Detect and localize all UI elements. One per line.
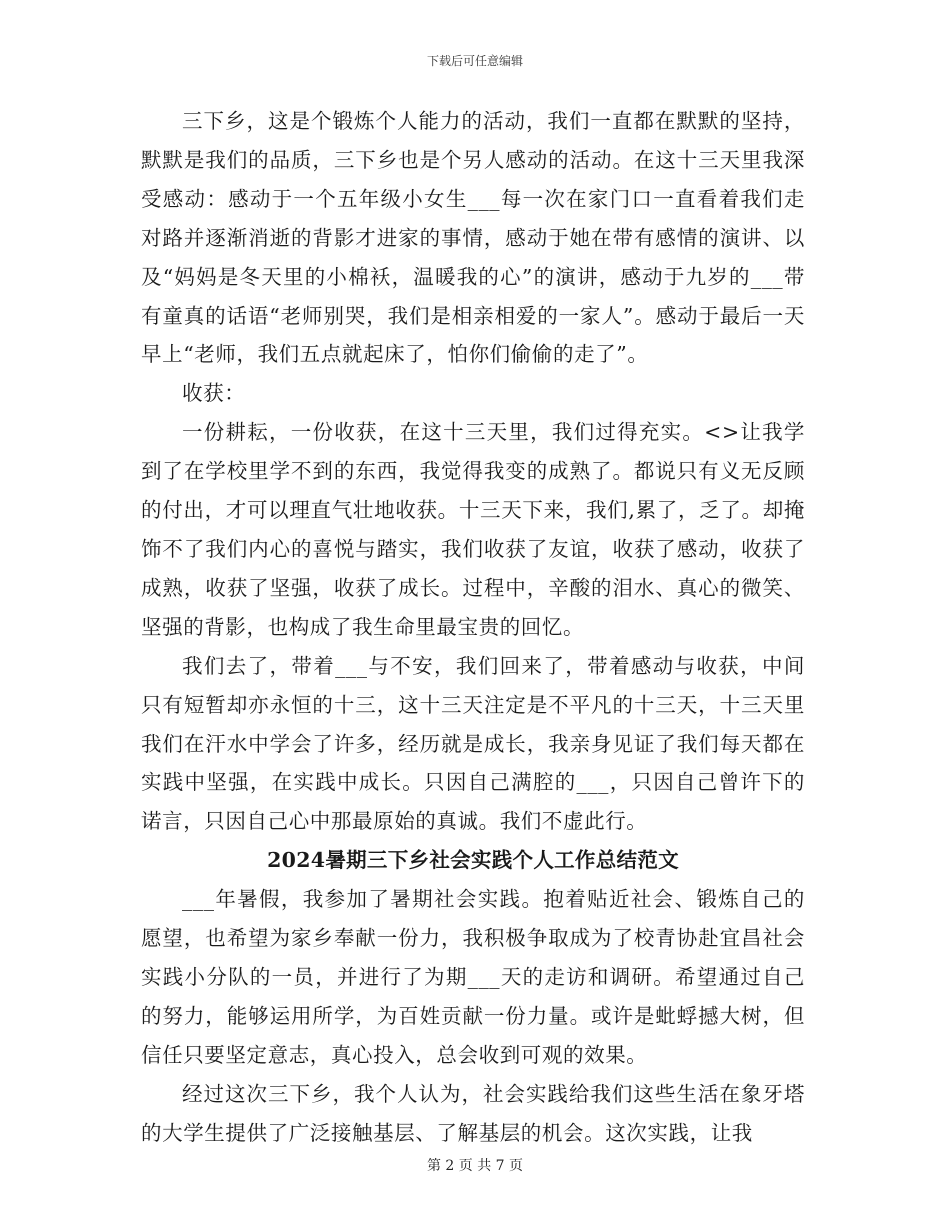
paragraph: 三下乡，这是个锻炼个人能力的活动，我们一直都在默默的坚持，默默是我们的品质，三下乡也是个另人感动的活动。在这十三天里我深受感动：感动于一个五年级小女生___每一次在家门口一直看着我们走对路并逐渐消逝的背影才进家的事情，感动于她在带有感情的演讲、以及“妈妈是冬天里的小棉袄，温暖我的心”的演讲，感动于九岁的___带有童真的话语“老师别哭，我们是相亲相爱的一家人”。感动于最后一天早上“老师，我们五点就起床了，怕你们偷偷的走了”。: [141, 109, 805, 367]
section-title: 2024暑期三下乡社会实践个人工作总结范文: [267, 848, 679, 873]
paragraph: 一份耕耘，一份收获，在这十三天里，我们过得充实。<>让我学到了在学校里学不到的东西，我觉得我变的成熟了。都说只有义无反顾的付出，才可以理直气壮地收获。十三天下来，我们,累了，乏了。却掩饰不了我们内心的喜悦与踏实，我们收获了友谊，收获了感动，收获了成熟，收获了坚强，收获了成长。过程中，辛酸的泪水、真心的微笑、坚强的背影，也构成了我生命里最宝贵的回忆。: [141, 420, 805, 639]
paragraph: 我们去了，带着___与不安，我们回来了，带着感动与收获，中间只有短暂却亦永恒的十三，这十三天注定是不平凡的十三天，十三天里我们在汗水中学会了许多，经历就是成长，我亲身见证了我们每天都在实践中坚强，在实践中成长。只因自己满腔的___，只因自己曾许下的诺言，只因自己心中那最原始的真诚。我们不虚此行。: [141, 653, 805, 834]
document-body: [141, 102, 805, 1152]
page-footer: 第 2 页 共 7 页: [426, 1158, 524, 1174]
paragraph: 收获：: [182, 381, 246, 406]
paragraph: ___年暑假，我参加了暑期社会实践。抱着贴近社会、锻炼自己的愿望，也希望为家乡奉献一份力，我积极争取成为了校青协赴宜昌社会实践小分队的一员，并进行了为期___天的走访和调研。希望通过自己的努力，能够运用所学，为百姓贡献一份力量。或许是蚍蜉撼大树，但信任只要坚定意志，真心投入，总会收到可观的效果。: [141, 887, 805, 1067]
paragraph: 经过这次三下乡，我个人认为，社会实践给我们这些生活在象牙塔的大学生提供了广泛接触基层、了解基层的机会。这次实践，让我: [141, 1081, 805, 1145]
page-header: 下载后可任意编辑: [426, 54, 523, 68]
